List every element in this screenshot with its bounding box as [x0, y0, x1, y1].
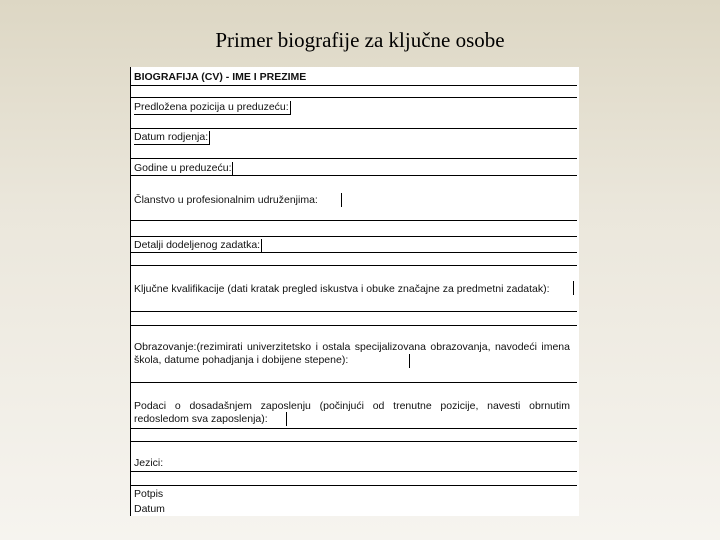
rule [131, 158, 577, 159]
rule [131, 175, 577, 176]
rule [131, 236, 577, 237]
rule [131, 428, 577, 429]
field-qualifications: Ključne kvalifikacije (dati kratak pregled iskustva i obuke značajne za predmetni zadatak): [134, 283, 550, 295]
rule [131, 325, 577, 326]
cursor-mark [286, 412, 287, 426]
rule [131, 220, 577, 221]
field-birth-date: Datum rodjenja: [134, 131, 209, 143]
cursor-mark [409, 354, 410, 368]
field-membership: Članstvo u profesionalnim udruženjima: [134, 194, 318, 206]
field-signature: Potpis [134, 488, 164, 500]
rule [131, 382, 577, 383]
cv-form [130, 67, 579, 516]
rule [131, 311, 577, 312]
rule [131, 471, 577, 472]
field-languages: Jezici: [134, 457, 164, 469]
field-task-details: Detalji dodeljenog zadatka: [134, 239, 261, 251]
form-header: BIOGRAFIJA (CV) - IME I PREZIME [134, 71, 307, 83]
slide-title: Primer biografije za ključne osobe [215, 28, 505, 52]
rule [131, 97, 577, 98]
cursor-mark [341, 193, 342, 207]
field-position: Predložena pozicija u preduzeću: [134, 101, 289, 113]
rule [131, 128, 577, 129]
rule [131, 441, 577, 442]
field-years: Godine u preduzeću: [134, 162, 232, 174]
rule [131, 485, 577, 486]
rule [131, 252, 577, 253]
rule [131, 85, 577, 86]
field-employment: Podaci o dosadašnjem zaposlenju (počinjući od trenutne pozicije, navesti obrnutim redosledom sva zaposlenja): [134, 400, 570, 425]
field-date: Datum [134, 503, 165, 515]
field-education: Obrazovanje:(rezimirati univerzitetsko i ostala specijalizovana obrazovanja, navodeći imena škola, datume pohadjanja i dobijene stepene): [134, 341, 570, 366]
rule [131, 265, 577, 266]
cursor-mark [573, 281, 574, 295]
